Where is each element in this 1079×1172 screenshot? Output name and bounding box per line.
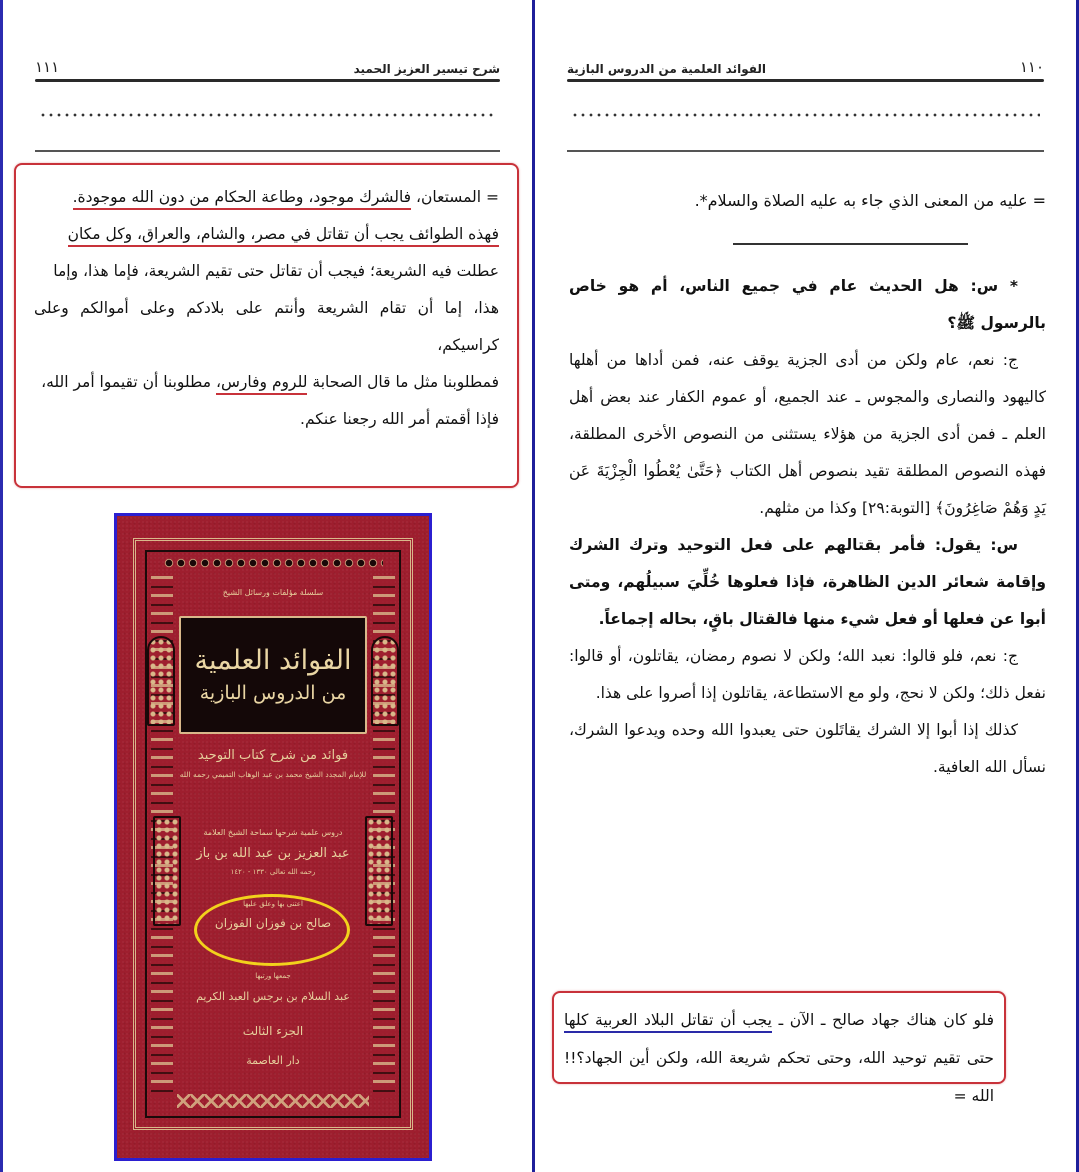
cover-publisher: دار العاصمة xyxy=(246,1054,300,1067)
dotted-separator xyxy=(39,112,496,118)
left-page-number: ١١١ xyxy=(35,58,60,76)
cover-circled-name: صالح بن فوزان الفوزان xyxy=(214,916,332,930)
cover-arch-ornament xyxy=(371,636,399,726)
body-text xyxy=(569,268,1046,786)
cover-editor: عبد السلام بن برجس العبد الكريم xyxy=(196,990,350,1003)
cover-title: الفوائد العلمية xyxy=(194,645,352,676)
plain-text: = المستعان، xyxy=(411,188,499,206)
cover-side-panel xyxy=(365,816,393,926)
underlined-text: فالشرك موجود، وطاعة الحكام من دون الله موجودة. xyxy=(73,188,412,210)
question-paragraph: * س: هل الحديث عام في جميع الناس، أم هو خاص بالرسول ﷺ؟ xyxy=(569,277,1046,332)
cover-line: دروس علمية شرحها سماحة الشيخ العلامة xyxy=(203,828,343,837)
cover-series-text: سلسلة مؤلفات ورسائل الشيخ xyxy=(222,588,324,597)
body-paragraph: كذلك إذا أبوا إلا الشرك يقاتَلون حتى يعبدوا الله وحده ويدعوا الشرك، نسأل الله العافية. xyxy=(569,721,1046,776)
cover-title-panel xyxy=(179,616,367,734)
underlined-text: فهذه الطوائف يجب أن تقاتل في مصر، والشام، والعراق، وكل مكان xyxy=(68,225,499,247)
footnote-rule xyxy=(733,243,968,245)
answer-paragraph: ج: نعم، عام ولكن من أدى الجزية يوقف عنه، فمن أداها من أهلها كاليهود والنصارى والمجوس ـ عند الجميع، أو عموم الكفار عند بعض أهل العلم ـ فمن أدى الجزية من هؤلاء يستثنى من النصوص الأخرى المطلقة، فهذه النصوص المطلقة تقيد بنصوص أهل الكتاب ﴿حَتَّىٰ يُعْطُوا الْجِزْيَةَ عَن يَدٍ وَهُمْ صَاغِرُونَ﴾ [التوبة:٢٩] وكذا من مثلهم. xyxy=(569,351,1046,517)
section-rule xyxy=(35,150,500,152)
right-page-number: ١١٠ xyxy=(1019,58,1044,76)
plain-text: عطلت فيه الشريعة؛ فيجب أن تقاتل حتى تقيم الشريعة، فإما هذا، وإما xyxy=(53,262,499,280)
left-running-title: شرح تيسير العزيز الحميد xyxy=(353,62,500,76)
cover-volume: الجزء الثالث xyxy=(242,1024,304,1038)
left-page xyxy=(0,0,532,1172)
cover-author: عبد العزيز بن عبد الله بن باز xyxy=(196,846,350,861)
underlined-text: يجب أن تقاتل البلاد العربية كلها xyxy=(564,1011,772,1033)
right-page xyxy=(532,0,1079,1172)
underlined-text: للروم وفارس، xyxy=(216,373,307,395)
passage-line xyxy=(34,364,499,401)
passage-line xyxy=(34,216,499,253)
cover-line: جمعها ورتبها xyxy=(255,972,291,980)
left-running-head xyxy=(35,46,500,76)
passage-line xyxy=(34,401,499,438)
passage-line xyxy=(34,179,499,216)
cover-line: للإمام المجدد الشيخ محمد بن عبد الوهاب التميمي رحمه الله xyxy=(179,770,367,779)
book-cover-image xyxy=(114,513,432,1161)
cover-line: فوائد من شرح كتاب التوحيد xyxy=(197,748,349,763)
header-rule xyxy=(567,79,1044,82)
plain-text: مطلوبنا أن تقيموا أمر الله، xyxy=(41,373,216,391)
right-running-title: الفوائد العلمية من الدروس البازية xyxy=(567,62,766,76)
yellow-circle-highlight xyxy=(194,894,350,966)
section-rule xyxy=(567,150,1044,152)
right-running-head xyxy=(567,46,1044,76)
question-paragraph: س: يقول: فأمر بقتالهم على فعل التوحيد وترك الشرك وإقامة شعائر الدين الظاهرة، فإذا فعلوها خُلِّيَ سبيلُهم، ومتى أبوا عن فعلها أو فعل شيء منها فالقتال باقٍ، بحاله إجماعاً. xyxy=(569,536,1046,628)
header-rule xyxy=(35,79,500,82)
passage-line xyxy=(34,290,499,364)
cover-top-ornament xyxy=(163,558,383,568)
cover-line: اعتنى بها وعلق عليها xyxy=(243,900,303,908)
plain-text: حتى تقيم توحيد الله، وحتى تحكم شريعة الله، ولكن أين الجهاد؟!! الله = xyxy=(564,1049,994,1105)
plain-text: فلو كان هناك جهاد صالح ـ الآن ـ xyxy=(771,1011,995,1029)
continued-paragraph: = عليه من المعنى الذي جاء به عليه الصلاة والسلام*. xyxy=(694,191,1046,210)
plain-text: هذا، إما أن تقام الشريعة وأنتم على بلادكم وعلى أموالكم وعلى كراسيكم، xyxy=(34,299,499,354)
cover-line: رحمه الله تعالى ١٣٣٠ - ١٤٢٠ xyxy=(230,868,316,876)
answer-paragraph: ج: نعم، فلو قالوا: نعبد الله؛ ولكن لا نصوم رمضان، يقاتلون، أو قالوا: نفعل ذلك؛ ولكن لا نحج، ولو مع الاستطاعة، يقاتلون إذا أصروا على هذا. xyxy=(569,647,1046,702)
dotted-separator xyxy=(571,112,1040,118)
highlighted-passage-box xyxy=(552,991,1006,1105)
plain-text: فمطلوبنا مثل ما قال الصحابة xyxy=(307,373,499,391)
cover-arch-ornament xyxy=(147,636,175,726)
cover-subtitle: من الدروس البازية xyxy=(199,682,347,704)
cover-bottom-ornament xyxy=(177,1094,369,1108)
highlighted-passage-box xyxy=(14,163,519,488)
passage-line xyxy=(34,253,499,290)
plain-text: فإذا أقمتم أمر الله رجعنا عنكم. xyxy=(300,410,499,428)
